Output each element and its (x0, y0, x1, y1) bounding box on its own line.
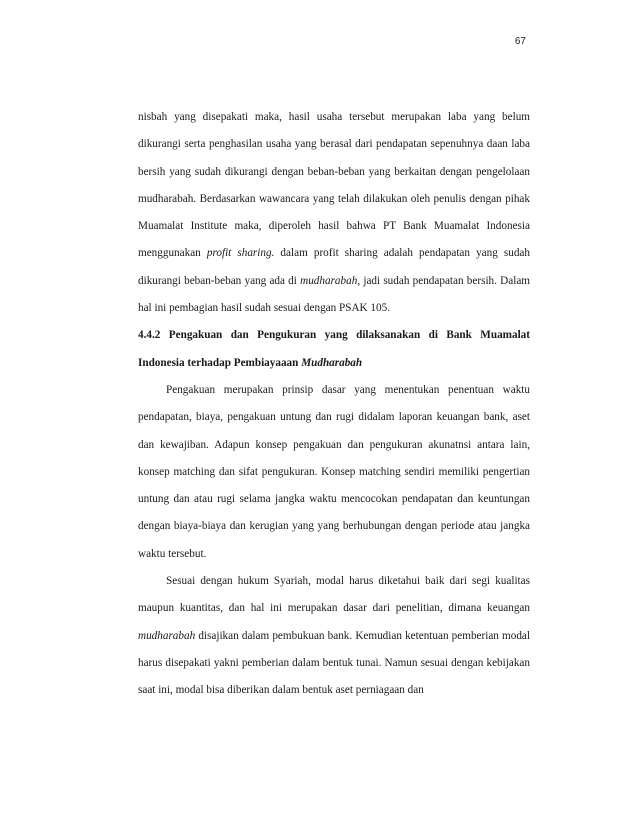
paragraph-text: nisbah yang disepakati maka, hasil usaha tersebut merupakan laba yang belum dikurangi serta penghasilan usaha yang berasal dari pendapatan sepenuhnya daan laba bersih yang sudah dikurangi dengan beban-beban yang berkaitan dengan pengelolaan mudharabah. Berdasarkan wawancara yang telah dilakukan oleh penulis dengan pihak Muamalat Institute maka, diperoleh hasil bahwa PT Bank Muamalat Indonesia menggunakan (138, 111, 530, 260)
paragraph-text: dalam profit sharing adalah pendapatan yang sudah dikurangi beban-beban yang ada di (138, 247, 530, 287)
italic-term: mudharabah (300, 274, 358, 287)
italic-term: profit sharing. (206, 247, 275, 260)
paragraph-profit-sharing (138, 104, 530, 322)
page-number: 67 (514, 36, 526, 47)
heading-italic-term: Mudharabah (301, 356, 363, 369)
paragraph-pengakuan (138, 377, 530, 568)
paragraph-text: disajikan dalam pembukuan bank. Kemudian ketentuan pemberian modal harus disepakati yakni pemberian dalam bentuk tunai. Namun sesuai dengan kebijakan saat ini, modal bisa diberikan dalam bentuk aset perniagaan dan (138, 629, 530, 697)
heading-text: 4.4.2 Pengakuan dan Pengukuran yang dilaksanakan di Bank Muamalat Indonesia terhadap Pembiayaaan (138, 329, 530, 369)
paragraph-text: Pengakuan merupakan prinsip dasar yang menentukan penentuan waktu pendapatan, biaya, pengakuan untung dan rugi didalam laporan keuangan bank, aset dan kewajiban. Adapun konsep pengakuan dan pengukuran akunatnsi antara lain, konsep matching dan sifat pengukuran. Konsep matching sendiri memiliki pengertian untung dan atau rugi selama jangka waktu mencocokan pendapatan dan keuntungan dengan biaya-biaya dan kerugian yang yang berhubungan dengan periode atau jangka waktu tersebut. (138, 383, 530, 560)
italic-term: mudharabah (138, 629, 196, 642)
paragraph-text: , jadi sudah pendapatan bersih. Dalam hal ini pembagian hasil sudah sesuai dengan PSAK 105. (138, 274, 530, 315)
paragraph-syariah (138, 568, 530, 704)
document-body (138, 104, 530, 705)
paragraph-text: Sesuai dengan hukum Syariah, modal harus diketahui baik dari segi kualitas maupun kuantitas, dan hal ini merupakan dasar dari penelitian, dimana keuangan (138, 575, 530, 615)
section-heading (138, 322, 530, 377)
